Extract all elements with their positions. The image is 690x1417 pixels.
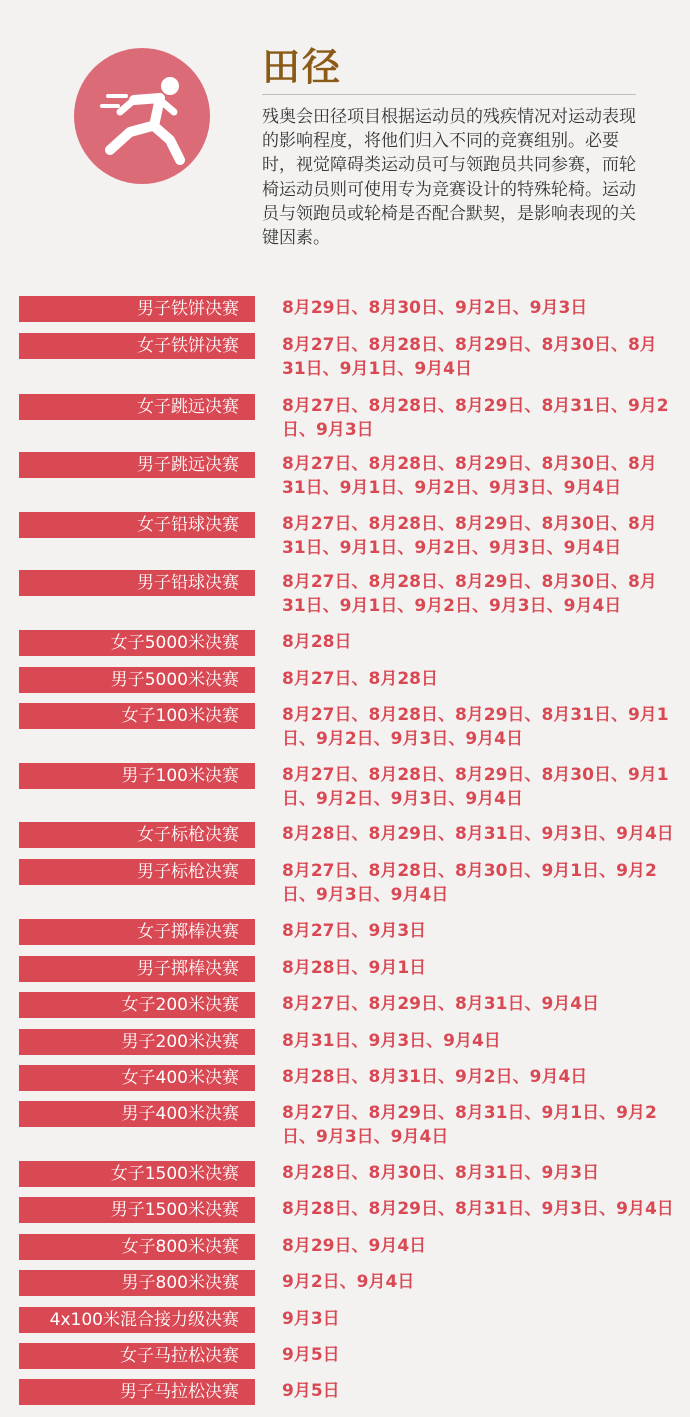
event-dates: 8月28日、8月29日、8月31日、9月3日、9月4日 <box>282 1199 674 1219</box>
event-dates: 8月27日、8月28日 <box>282 669 438 689</box>
event-dates: 9月5日 <box>282 1381 340 1401</box>
sport-icon-badge <box>74 48 210 184</box>
event-name: 男子跳远决赛 <box>19 452 255 478</box>
event-name: 女子1500米决赛 <box>19 1161 255 1187</box>
event-name: 4x100米混合接力级决赛 <box>19 1307 255 1333</box>
event-dates: 8月27日、8月28日、8月29日、8月30日、8月31日、9月1日、9月2日、9月3日、9月4日 <box>282 572 657 616</box>
event-name: 男子200米决赛 <box>19 1029 255 1055</box>
event-name: 女子200米决赛 <box>19 992 255 1018</box>
event-name: 女子800米决赛 <box>19 1234 255 1260</box>
title-divider <box>262 94 636 95</box>
event-name: 男子铁饼决赛 <box>19 296 255 322</box>
event-dates: 8月28日 <box>282 632 352 652</box>
event-dates: 8月27日、8月28日、8月29日、8月30日、8月31日、9月1日、9月2日、9月3日、9月4日 <box>282 514 657 558</box>
event-dates: 9月2日、9月4日 <box>282 1272 415 1292</box>
event-name: 女子跳远决赛 <box>19 394 255 420</box>
event-dates: 8月28日、9月1日 <box>282 958 427 978</box>
event-name: 男子5000米决赛 <box>19 667 255 693</box>
running-athlete-icon <box>74 48 210 184</box>
event-dates: 8月28日、8月29日、8月31日、9月3日、9月4日 <box>282 824 674 844</box>
event-name: 男子400米决赛 <box>19 1101 255 1127</box>
event-dates: 8月29日、9月4日 <box>282 1236 427 1256</box>
event-dates: 8月27日、8月29日、8月31日、9月4日 <box>282 994 600 1014</box>
event-name: 男子100米决赛 <box>19 763 255 789</box>
event-dates: 8月27日、8月28日、8月29日、8月30日、8月31日、9月1日、9月4日 <box>282 335 657 379</box>
event-dates: 8月28日、8月30日、8月31日、9月3日 <box>282 1163 600 1183</box>
header <box>0 0 690 295</box>
event-dates: 8月27日、8月28日、8月29日、8月30日、8月31日、9月1日、9月2日、9月3日、9月4日 <box>282 454 657 498</box>
event-name: 女子400米决赛 <box>19 1065 255 1091</box>
event-name: 女子5000米决赛 <box>19 630 255 656</box>
event-name: 男子掷棒决赛 <box>19 956 255 982</box>
event-dates: 8月27日、9月3日 <box>282 921 427 941</box>
event-name: 女子掷棒决赛 <box>19 919 255 945</box>
event-name: 女子100米决赛 <box>19 703 255 729</box>
event-dates: 8月31日、9月3日、9月4日 <box>282 1031 501 1051</box>
event-dates: 8月27日、8月29日、8月31日、9月1日、9月2日、9月3日、9月4日 <box>282 1103 657 1147</box>
page-title: 田径 <box>262 45 343 89</box>
event-dates: 8月27日、8月28日、8月30日、9月1日、9月2日、9月3日、9月4日 <box>282 861 657 905</box>
event-name: 男子1500米决赛 <box>19 1197 255 1223</box>
event-name: 男子800米决赛 <box>19 1270 255 1296</box>
event-name: 男子标枪决赛 <box>19 859 255 885</box>
event-dates: 8月27日、8月28日、8月29日、8月31日、9月2日、9月3日 <box>282 396 669 440</box>
event-dates: 8月28日、8月31日、9月2日、9月4日 <box>282 1067 588 1087</box>
event-name: 女子马拉松决赛 <box>19 1343 255 1369</box>
event-dates: 8月29日、8月30日、9月2日、9月3日 <box>282 298 588 318</box>
sport-description: 残奥会田径项目根据运动员的残疾情况对运动表现的影响程度，将他们归入不同的竞赛组别。必要时，视觉障碍类运动员可与领跑员共同参赛，而轮椅运动员则可使用专为竞赛设计的特殊轮椅。运动员与领跑员或轮椅是否配合默契，是影响表现的关键因素。 <box>262 107 636 249</box>
event-dates: 8月27日、8月28日、8月29日、8月30日、9月1日、9月2日、9月3日、9月4日 <box>282 765 669 809</box>
event-dates: 8月27日、8月28日、8月29日、8月31日、9月1日、9月2日、9月3日、9月4日 <box>282 705 669 749</box>
event-name: 女子铅球决赛 <box>19 512 255 538</box>
event-name: 女子铁饼决赛 <box>19 333 255 359</box>
event-dates: 9月3日 <box>282 1309 340 1329</box>
event-dates: 9月5日 <box>282 1345 340 1365</box>
event-name: 男子马拉松决赛 <box>19 1379 255 1405</box>
event-name: 男子铅球决赛 <box>19 570 255 596</box>
event-name: 女子标枪决赛 <box>19 822 255 848</box>
